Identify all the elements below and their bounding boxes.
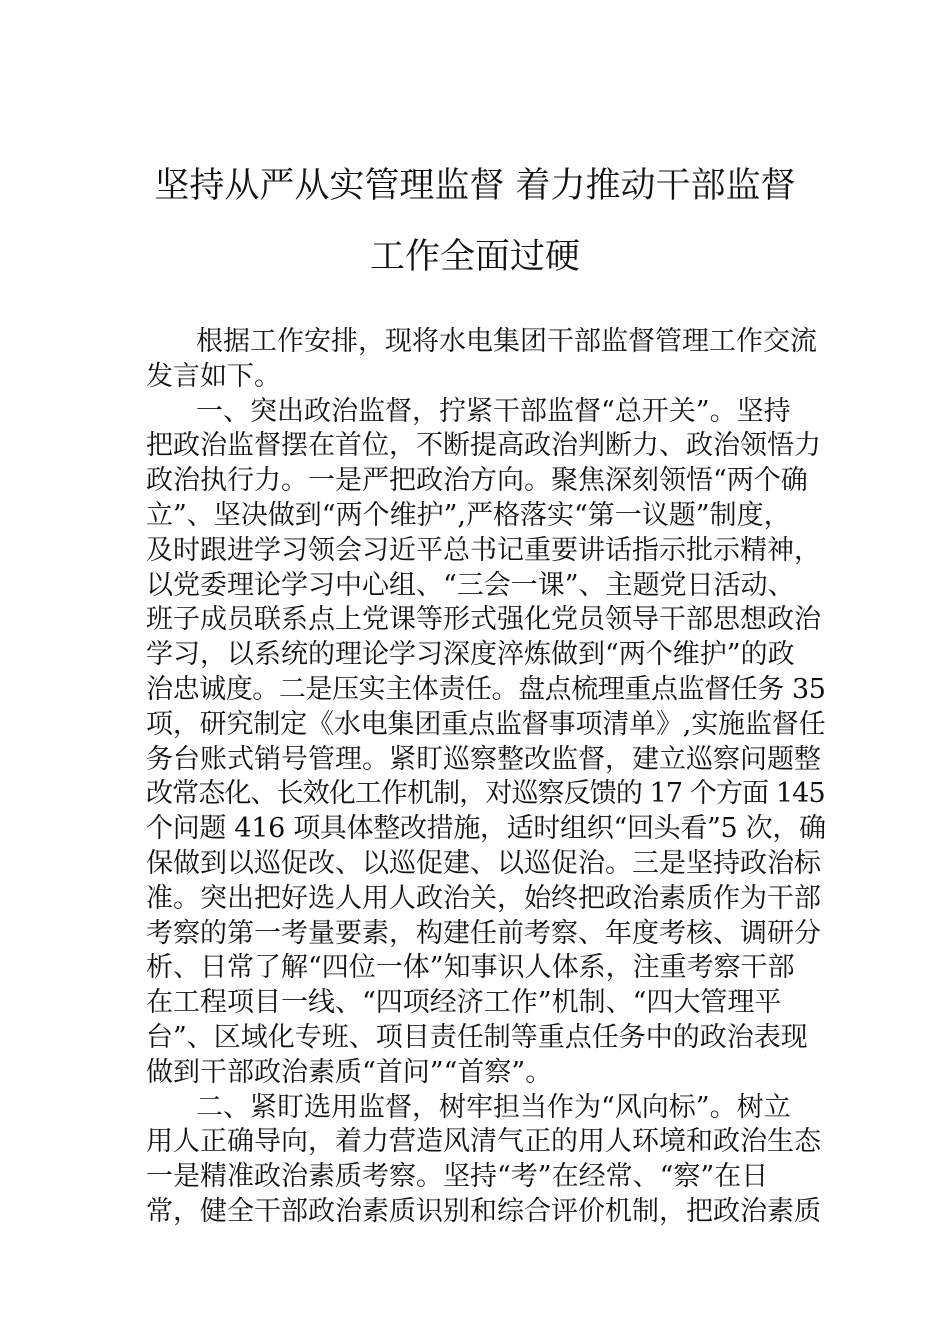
document-body: [146, 325, 826, 1230]
body-line: 治忠诚度。二是压实主体责任。盘点梳理重点监督任务 35: [146, 673, 826, 705]
body-line: 根据工作安排，现将水电集团干部监督管理工作交流: [196, 326, 817, 357]
body-line: 用人正确导向，着力营造风清气正的用人环境和政治生态: [146, 1126, 821, 1158]
body-line: 以党委理论学习中心组、“三会一课”、主题党日活动、: [146, 569, 795, 601]
body-line: 常，健全干部政治素质识别和综合评价机制，把政治素质: [146, 1195, 821, 1227]
body-line: 析、日常了解“四位一体”知事识人体系，注重考察干部: [146, 952, 795, 984]
body-line: 准。突出把好选人用人政治关，始终把政治素质作为干部: [146, 882, 821, 914]
body-line: 政治执行力。一是严把政治方向。聚焦深刻领悟“两个确: [146, 465, 808, 497]
body-line: 班子成员联系点上党课等形式强化党员领导干部思想政治: [146, 604, 821, 636]
body-line: 务台账式销号管理。紧盯巡察整改监督，建立巡察问题整: [146, 743, 821, 775]
body-line: 立”、坚决做到“两个维护”,严格落实“第一议题”制度，: [146, 499, 791, 531]
body-line: 二、紧盯选用监督，树牢担当作为“风向标”。树立: [196, 1091, 791, 1123]
body-line: 台”、区域化专班、项目责任制等重点任务中的政治表现: [146, 1021, 808, 1053]
body-line: 把政治监督摆在首位，不断提高政治判断力、政治领悟力: [146, 430, 821, 462]
body-line: 个问题 416 项具体整改措施，适时组织“回头看”5 次，确: [146, 813, 826, 845]
document-title-line-1: 坚持从严从实管理监督 着力推动干部监督: [154, 166, 796, 206]
body-line: 保做到以巡促改、以巡促建、以巡促治。三是坚持政治标: [146, 847, 821, 879]
body-line: 做到干部政治素质“首问”“首察”。: [146, 1056, 553, 1088]
document-title-line-2: 工作全面过硬: [369, 237, 580, 277]
body-line: 在工程项目一线、“四项经济工作”机制、“四大管理平: [146, 987, 782, 1019]
body-line: 改常态化、长效化工作机制，对巡察反馈的 17 个方面 145: [146, 778, 825, 810]
body-line: 考察的第一考量要素，构建任前考察、年度考核、调研分: [146, 917, 821, 949]
body-line: 一是精准政治素质考察。坚持“考”在经常、“察”在日: [146, 1161, 769, 1193]
body-line: 发言如下。: [146, 360, 281, 392]
body-line: 一、突出政治监督，拧紧干部监督“总开关”。坚持: [196, 395, 791, 427]
body-line: 及时跟进学习领会习近平总书记重要讲话指示批示精神，: [146, 534, 821, 566]
body-line: 学习，以系统的理论学习深度淬炼做到“两个维护”的政: [146, 639, 795, 671]
body-line: 项，研究制定《水电集团重点监督事项清单》,实施监督任: [146, 708, 826, 740]
